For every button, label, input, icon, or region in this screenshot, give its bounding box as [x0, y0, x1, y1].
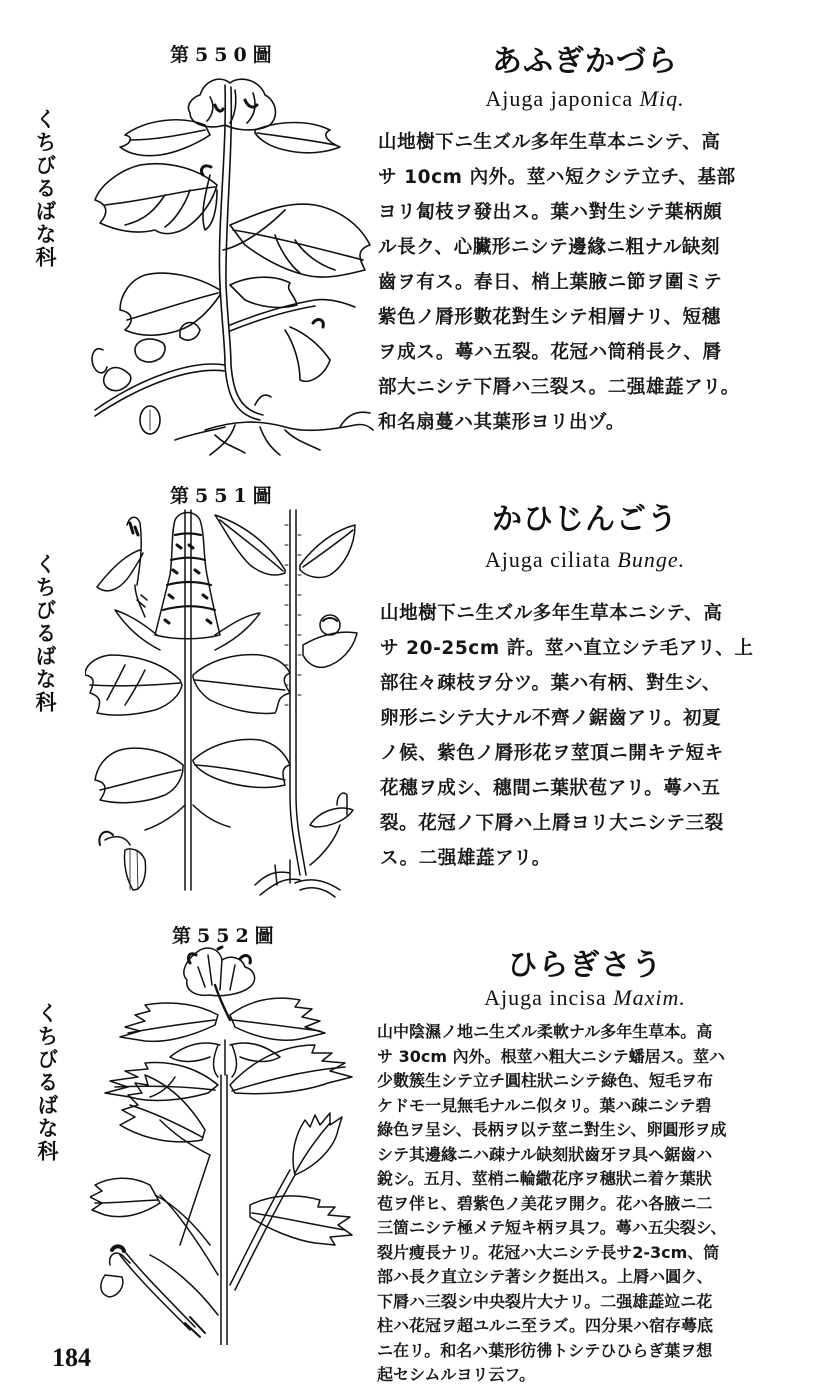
latin-author: Bunge. — [617, 547, 686, 572]
description-line: 柱ハ花冠ヲ超ユルニ至ラズ。四分果ハ宿存蕚底 — [377, 1316, 714, 1335]
description-line: 卵形ニシテ大ナル不齊ノ鋸齒アリ。初夏 — [380, 708, 722, 729]
description-line: 山地樹下ニ生ズル多年生草本ニシテ、高 — [380, 603, 723, 624]
latin-name — [365, 547, 805, 573]
japanese-name: あふぎかづら — [492, 44, 678, 79]
description — [378, 125, 740, 440]
latin-author: Maxim. — [613, 985, 686, 1010]
ajuga-japonica-illustration-icon — [85, 75, 375, 460]
description — [377, 1020, 726, 1388]
description-line: 綠色ヲ呈シ、長柄ヲ以テ莖ニ對生シ、卵圓形ヲ成 — [377, 1120, 727, 1139]
description-line: ル長ク、心臟形ニシテ邊緣ニ粗ナル缺刻 — [378, 237, 721, 258]
description-line: 花穗ヲ成シ、穗間ニ葉狀苞アリ。蕚ハ五 — [380, 778, 721, 799]
description — [380, 596, 753, 876]
description-line: 部往々疎枝ヲ分ツ。葉ハ有柄、對生シ、 — [380, 673, 722, 694]
description-line: 和名扇蔓ハ其葉形ヨリ出ヅ。 — [378, 412, 626, 433]
ajuga-ciliata-illustration-icon — [85, 505, 360, 900]
description-line: サ 10cm 內外。莖ハ短クシテ立チ、基部 — [378, 167, 736, 188]
description-line: サ 20-25cm 許。莖ハ直立シテ毛アリ、上 — [380, 638, 754, 659]
description-line: ヲ成ス。蕚ハ五裂。花冠ハ筒稍長ク、脣 — [378, 342, 722, 363]
description-line: 下脣ハ三裂シ中央裂片大ナリ。二强雄蕋竝ニ花 — [377, 1291, 713, 1311]
latin-binomial: Ajuga incisa — [484, 985, 607, 1010]
description-line: 部ハ長ク直立シテ著シク挺出ス。上脣ハ圓ク、 — [377, 1267, 713, 1286]
family-label: くちびるばな科 — [35, 1002, 59, 1163]
description-line: ス。二强雄蕋アリ。 — [380, 848, 551, 869]
description-line: ニ在リ。和名ハ葉形彷彿トシテひひらぎ葉ヲ想 — [377, 1340, 713, 1360]
description-line: 山地樹下ニ生ズル多年生草本ニシテ、高 — [378, 132, 721, 153]
description-line: ヨリ匐枝ヲ發出ス。葉ハ對生シテ葉柄頗 — [378, 202, 723, 223]
latin-binomial: Ajuga japonica — [485, 86, 634, 111]
description-line: 三箇ニシテ極メテ短キ柄ヲ具フ。蕚ハ五尖裂シ、 — [377, 1218, 727, 1237]
description-line: 銳シ。五月、莖梢ニ輪繖花序ヲ穗狀ニ着ケ葉狀 — [377, 1169, 712, 1188]
description-line: 部大ニシテ下脣ハ三裂ス。二强雄蕋アリ。 — [378, 377, 740, 398]
description-line: 少數簇生シテ立チ圓柱狀ニシテ綠色、短毛ヲ布 — [377, 1071, 714, 1090]
description-line: 紫色ノ脣形數花對生シテ相層ナリ、短穗 — [378, 307, 721, 328]
latin-name — [365, 985, 805, 1011]
description-line: 苞ヲ伴ヒ、碧紫色ノ美花ヲ開ク。花ハ各腋ニ二 — [377, 1193, 713, 1213]
ajuga-incisa-illustration-icon — [90, 945, 360, 1345]
page-number: 184 — [52, 1343, 91, 1372]
latin-binomial: Ajuga ciliata — [484, 547, 611, 572]
description-line: 齒ヲ有ス。春日、梢上葉腋ニ節ヲ圍ミテ — [378, 272, 723, 293]
description-line: シテ其邊緣ニハ疎ナル缺刻狀齒牙ヲ具ヘ鋸齒ハ — [377, 1144, 713, 1164]
family-label: くちびるばな科 — [33, 108, 57, 269]
family-label: くちびるばな科 — [33, 553, 57, 714]
figure-label: 第551圖 — [170, 485, 278, 507]
description-line: ノ候、紫色ノ脣形花ヲ莖頂ニ開キテ短キ — [380, 743, 724, 764]
japanese-name: ひらぎさう — [507, 948, 663, 983]
description-line: ケドモ一見無毛ナルニ似タリ。葉ハ疎ニシテ碧 — [377, 1095, 712, 1115]
description-line: 裂片瘦長ナリ。花冠ハ大ニシテ長サ2-3cm、筒 — [377, 1242, 720, 1262]
description-line: 裂。花冠ノ下脣ハ上脣ヨリ大ニシテ三裂 — [380, 813, 724, 834]
figure-label: 第552圖 — [172, 925, 280, 947]
description-line: 起セシムルヨリ云フ。 — [377, 1365, 536, 1384]
japanese-name: かひじんごう — [492, 502, 678, 537]
latin-author: Miq. — [639, 86, 685, 111]
latin-name — [365, 86, 805, 112]
figure-label: 第550圖 — [170, 44, 278, 66]
description-line: サ 30cm 內外。根莖ハ粗大ニシテ蟠居ス。莖ハ — [377, 1046, 726, 1066]
description-line: 山中陰濕ノ地ニ生ズル柔軟ナル多年生草本。高 — [377, 1022, 713, 1041]
